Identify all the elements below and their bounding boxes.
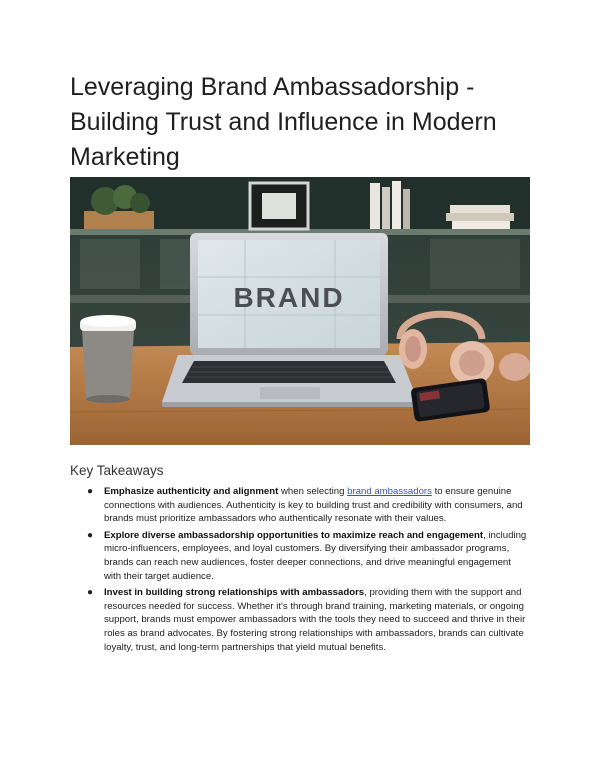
list-item-bold-text: Invest in building strong relationships with ambassadors — [104, 587, 365, 599]
list-item-text-segment: , including micro-influencers, employees, and loyal customers. By diversifying their ambassador programs, brands can reach new audiences, foster deeper connections, and drive meaningful engagement with their target audience. — [104, 529, 527, 582]
laptop-screen-brand-text: BRAND — [233, 282, 345, 313]
list-item — [70, 485, 530, 526]
list-item-text — [104, 485, 530, 526]
bullet-icon: ● — [87, 587, 94, 599]
takeaways-list — [70, 485, 530, 657]
list-item-text-segment: , providing them with the support and resources needed for success. Whether it's through brand training, marketing materials, or ongoing support, brands must empower ambassadors with the tools they need to succeed and thrive in their roles as brand advocates. By fostering strong relationships with ambassadors, brands can cultivate loyalty, trust, and long-term partnerships that yield mutual benefits. — [104, 587, 526, 653]
key-takeaways-heading: Key Takeaways — [70, 463, 164, 478]
list-item-text-segment: when selecting — [278, 486, 348, 497]
list-item-text — [104, 586, 530, 654]
hero-image — [70, 177, 530, 445]
list-item-text — [104, 529, 530, 583]
list-item — [70, 529, 530, 583]
list-item-bold-text: Explore diverse ambassadorship opportunities to maximize reach and engagement — [104, 529, 484, 541]
bullet-icon: ● — [87, 486, 94, 497]
page-title: Leveraging Brand Ambassadorship - Building Trust and Influence in Modern Marketing — [70, 73, 497, 171]
list-item-text-segment: to ensure genuine connections with audiences. Authenticity is key to building trust and credibility with consumers, and brands must prioritize ambassadors who authentically resonate with their values. — [104, 486, 523, 525]
list-item — [70, 586, 530, 654]
brand-ambassadors-link[interactable]: brand ambassadors — [347, 486, 432, 497]
bullet-icon: ● — [87, 529, 94, 541]
list-item-bold-text: Emphasize authenticity and alignment — [104, 486, 279, 497]
